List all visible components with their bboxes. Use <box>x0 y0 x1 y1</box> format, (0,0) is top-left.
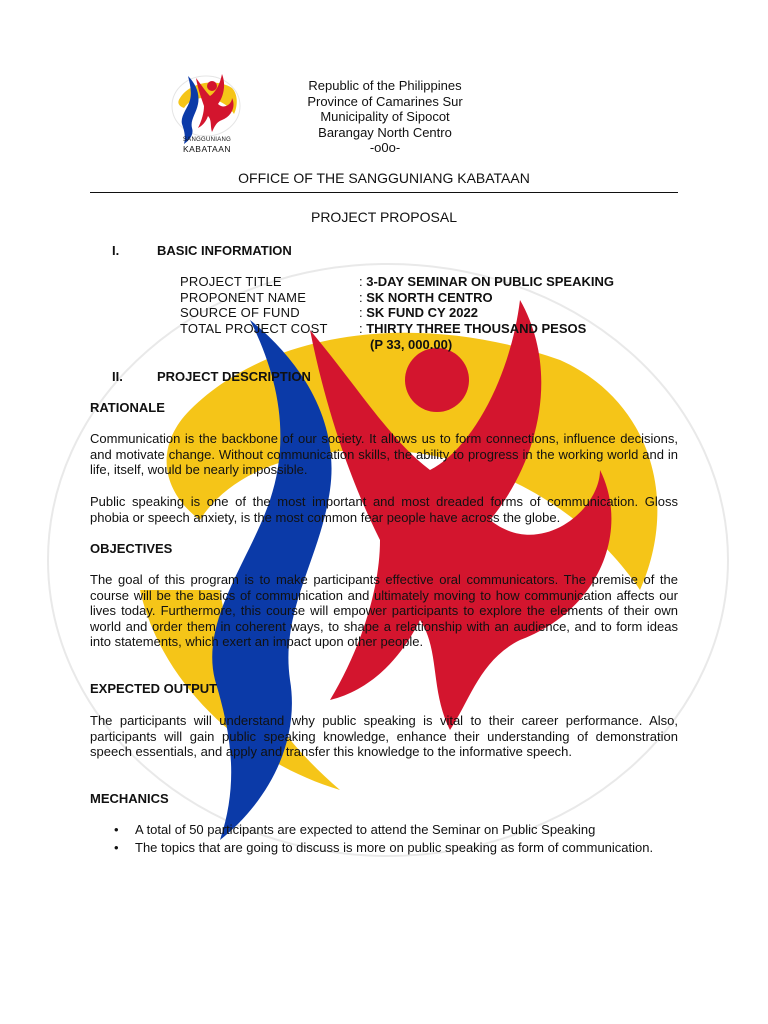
rationale-paragraph-2: Public speaking is one of the most important and most dreaded forms of communication. Gloss phobia or speech anxiety, is the most common fear people have across the globe. <box>90 494 678 525</box>
logo-text-kabataan: KABATAAN <box>182 144 232 154</box>
info-label-project-title: PROJECT TITLE <box>180 274 282 289</box>
heading-expected-output: EXPECTED OUTPUT <box>90 681 218 696</box>
rationale-paragraph-1: Communication is the backbone of our society. It allows us to form connections, influence decisions, and motivate change. Without communication skills, the ability to progress in the working world and in life, itself, would be nearly impossible. <box>90 431 678 478</box>
bullet-icon: • <box>114 822 119 837</box>
office-title: OFFICE OF THE SANGGUNIANG KABATAAN <box>238 170 530 186</box>
heading-rationale: RATIONALE <box>90 400 165 415</box>
header-divider <box>90 192 678 193</box>
section-number: II. <box>112 369 123 384</box>
objectives-paragraph: The goal of this program is to make participants effective oral communicators. The premise of the course will be the basics of communication and ultimately moving to how communication affects our lives today. Furthermore, this course will empower participants to explore the elements of their own world and order them in coherent ways, to shape a relationship with an audience, and to form ideas into statements, which exert an impact upon other people. <box>90 572 678 650</box>
logo-text-sangguniang: SANGGUNIANG <box>182 137 232 143</box>
info-label-total-cost: TOTAL PROJECT COST <box>180 321 328 336</box>
info-value-proponent: : SK NORTH CENTRO <box>359 290 493 305</box>
heading-objectives: OBJECTIVES <box>90 541 173 556</box>
section-number: I. <box>112 243 120 258</box>
section-title: BASIC INFORMATION <box>157 243 292 258</box>
header-municipality: Municipality of Sipocot <box>320 109 450 125</box>
header-barangay: Barangay North Centro <box>318 124 452 140</box>
info-label-source-of-fund: SOURCE OF FUND <box>180 305 300 320</box>
expected-output-paragraph: The participants will understand why public speaking is vital to their career performance. Also, participants will gain public speaking knowledge, enhance their understanding of demonstration speech essentials, and apply and transfer this knowledge to the informative speech. <box>90 713 678 760</box>
heading-mechanics: MECHANICS <box>90 791 169 806</box>
bullet-icon: • <box>114 839 119 855</box>
info-value-total-cost: : THIRTY THREE THOUSAND PESOS <box>359 321 587 336</box>
info-value-cost-amount: (P 33, 000.00) <box>370 337 453 352</box>
section-title: PROJECT DESCRIPTION <box>157 369 311 384</box>
header-province: Province of Camarines Sur <box>307 93 463 109</box>
list-item: • The topics that are going to discuss is more on public speaking as form of communication. <box>114 839 654 855</box>
info-value-source-of-fund: : SK FUND CY 2022 <box>359 305 478 320</box>
info-value-project-title: : 3-DAY SEMINAR ON PUBLIC SPEAKING <box>359 274 614 289</box>
document-title: PROJECT PROPOSAL <box>310 209 457 225</box>
info-label-proponent: PROPONENT NAME <box>180 290 307 305</box>
header-separator: -o0o- <box>369 140 401 156</box>
mechanics-list <box>90 822 678 857</box>
header-republic: Republic of the Philippines <box>308 78 462 93</box>
list-item: • A total of 50 participants are expected to attend the Seminar on Public Speaking <box>114 822 596 837</box>
government-header <box>270 78 500 156</box>
